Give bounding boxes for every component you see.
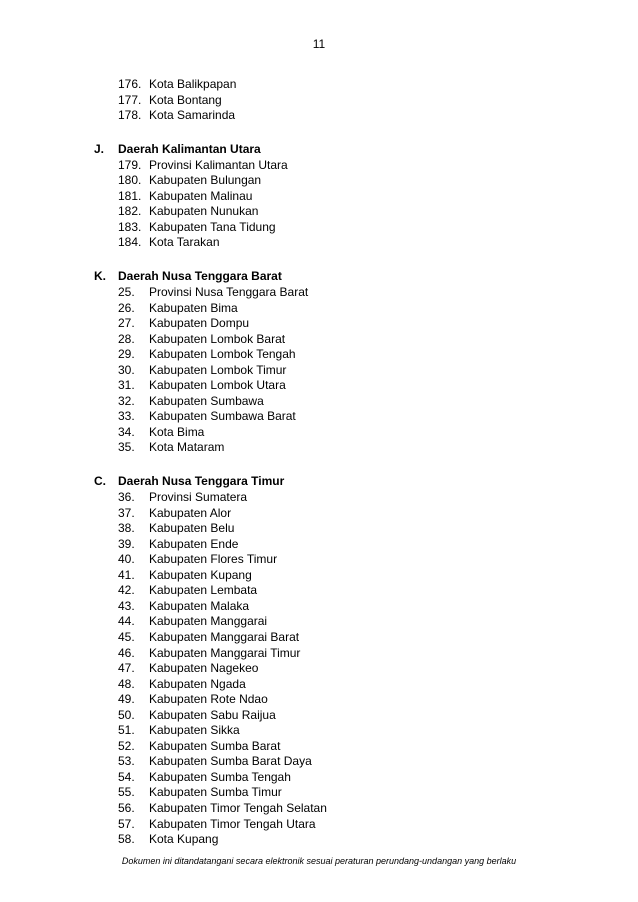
item-name: Kabupaten Lombok Utara <box>149 378 286 393</box>
list-item <box>118 506 231 522</box>
item-number: 34. <box>118 424 135 439</box>
item-number: 30. <box>118 362 135 377</box>
item-name: Kabupaten Rote Ndao <box>149 692 268 707</box>
list-item <box>118 739 280 755</box>
item-name: Kabupaten Sumba Barat Daya <box>149 754 312 769</box>
list-item <box>118 235 220 251</box>
item-name: Kabupaten Nunukan <box>149 204 259 219</box>
list-item <box>118 440 224 456</box>
item-number: 32. <box>118 393 135 408</box>
item-number: 35. <box>118 440 135 455</box>
item-name: Kabupaten Malinau <box>149 188 253 203</box>
list-item <box>118 108 235 124</box>
item-number: 178. <box>118 108 142 123</box>
item-name: Kabupaten Manggarai Timur <box>149 645 301 660</box>
item-number: 28. <box>118 331 135 346</box>
list-item <box>118 409 296 425</box>
list-item <box>118 583 257 599</box>
list-item <box>118 521 234 537</box>
section-heading <box>94 268 282 284</box>
item-number: 27. <box>118 316 135 331</box>
item-name: Kabupaten Manggarai <box>149 614 268 629</box>
list-item <box>118 754 312 770</box>
item-number: 39. <box>118 536 135 551</box>
list-item <box>118 537 238 553</box>
item-name: Kabupaten Nagekeo <box>149 661 259 676</box>
item-name: Kabupaten Tana Tidung <box>149 219 276 234</box>
list-item <box>118 425 204 441</box>
item-number: 181. <box>118 188 142 203</box>
item-number: 53. <box>118 754 135 769</box>
item-name: Kabupaten Ende <box>149 536 239 551</box>
item-number: 50. <box>118 707 135 722</box>
item-name: Kabupaten Sumba Timur <box>149 785 282 800</box>
item-name: Kabupaten Belu <box>149 521 235 536</box>
item-name: Kabupaten Kupang <box>149 567 252 582</box>
item-name: Kabupaten Lombok Timur <box>149 362 287 377</box>
item-number: 44. <box>118 614 135 629</box>
item-number: 182. <box>118 204 142 219</box>
item-name: Provinsi Nusa Tenggara Barat <box>149 284 309 299</box>
list-item <box>118 316 249 332</box>
item-number: 29. <box>118 347 135 362</box>
item-name: Kota Bontang <box>149 92 222 107</box>
item-number: 26. <box>118 300 135 315</box>
item-number: 37. <box>118 505 135 520</box>
item-name: Kabupaten Lombok Tengah <box>149 347 296 362</box>
item-number: 40. <box>118 552 135 567</box>
list-item <box>118 614 267 630</box>
item-number: 49. <box>118 692 135 707</box>
item-number: 38. <box>118 521 135 536</box>
list-item <box>118 220 276 236</box>
item-name: Kabupaten Ngada <box>149 676 246 691</box>
list-item <box>118 646 300 662</box>
item-number: 36. <box>118 490 135 504</box>
section-title: Daerah Kalimantan Utara <box>118 141 261 156</box>
item-number: 48. <box>118 676 135 691</box>
item-name: Kota Mataram <box>149 440 225 455</box>
item-name: Kabupaten Sumba Barat <box>149 738 281 753</box>
item-name: Kota Kupang <box>149 832 219 847</box>
item-name: Kabupaten Timor Tengah Utara <box>149 816 316 831</box>
list-item <box>118 661 258 677</box>
item-name: Kabupaten Manggarai Barat <box>149 629 300 644</box>
list-item <box>118 801 327 817</box>
item-number: 58. <box>118 832 135 847</box>
item-name: Kabupaten Flores Timur <box>149 552 278 567</box>
section-heading <box>94 141 261 157</box>
list-item <box>118 692 268 708</box>
item-number: 176. <box>118 77 142 91</box>
item-number: 179. <box>118 157 142 172</box>
item-number: 183. <box>118 219 142 234</box>
section-heading <box>94 473 284 489</box>
section-title: Daerah Nusa Tenggara Barat <box>118 268 282 283</box>
list-item <box>118 77 236 93</box>
list-item <box>118 285 308 301</box>
list-item <box>118 301 238 317</box>
list-item <box>118 770 291 786</box>
list-item <box>118 599 249 615</box>
list-item <box>118 708 276 724</box>
item-number: 42. <box>118 583 135 598</box>
list-item <box>118 158 288 174</box>
item-name: Provinsi Sumatera <box>149 490 248 504</box>
item-name: Kabupaten Sumbawa Barat <box>149 409 296 424</box>
footer-note: Dokumen ini ditandatangani secara elektronik sesuai peraturan perundang-undangan yang berlaku <box>121 856 517 866</box>
item-number: 31. <box>118 378 135 393</box>
list-item <box>118 785 282 801</box>
item-number: 33. <box>118 409 135 424</box>
item-name: Provinsi Kalimantan Utara <box>149 157 288 172</box>
list-item <box>118 630 299 646</box>
list-item <box>118 723 240 739</box>
item-number: 47. <box>118 661 135 676</box>
item-number: 55. <box>118 785 135 800</box>
section-letter: K. <box>94 268 106 283</box>
section-letter: J. <box>94 141 105 156</box>
item-name: Kota Tarakan <box>149 235 220 250</box>
item-number: 46. <box>118 645 135 660</box>
item-name: Kabupaten Sabu Raijua <box>149 707 276 722</box>
list-item <box>118 378 286 394</box>
item-number: 180. <box>118 173 142 188</box>
item-name: Kabupaten Sumbawa <box>149 393 264 408</box>
item-number: 25. <box>118 284 135 299</box>
list-item <box>118 332 285 348</box>
item-name: Kabupaten Malaka <box>149 598 250 613</box>
list-item <box>118 832 218 848</box>
item-number: 184. <box>118 235 142 250</box>
list-item <box>118 552 277 568</box>
list-item <box>118 204 258 220</box>
item-number: 45. <box>118 629 135 644</box>
list-item <box>118 817 316 833</box>
item-number: 56. <box>118 801 135 815</box>
list-item <box>118 173 261 189</box>
item-name: Kabupaten Sumba Tengah <box>149 769 291 784</box>
item-name: Kabupaten Bulungan <box>149 173 262 188</box>
item-number: 43. <box>118 598 135 613</box>
item-name: Kabupaten Dompu <box>149 316 250 331</box>
list-item <box>118 677 246 693</box>
list-item <box>118 189 252 205</box>
list-item <box>118 568 252 584</box>
section-letter: C. <box>94 474 106 488</box>
item-name: Kabupaten Alor <box>149 505 232 520</box>
page-number: 11 <box>312 37 326 51</box>
item-name: Kota Samarinda <box>149 108 236 123</box>
item-number: 57. <box>118 816 135 831</box>
item-name: Kabupaten Lembata <box>149 583 258 598</box>
list-item <box>118 490 247 506</box>
section-title: Daerah Nusa Tenggara Timur <box>118 474 285 488</box>
item-name: Kabupaten Sikka <box>149 723 240 738</box>
item-number: 54. <box>118 769 135 784</box>
list-item <box>118 394 264 410</box>
list-item <box>118 93 222 109</box>
item-name: Kota Bima <box>149 424 205 439</box>
item-number: 52. <box>118 738 135 753</box>
item-name: Kota Balikpapan <box>149 77 237 91</box>
list-item <box>118 363 286 379</box>
item-name: Kabupaten Bima <box>149 300 238 315</box>
item-number: 51. <box>118 723 135 738</box>
item-number: 41. <box>118 567 135 582</box>
item-name: Kabupaten Lombok Barat <box>149 331 286 346</box>
list-item <box>118 347 296 363</box>
item-number: 177. <box>118 92 142 107</box>
item-name: Kabupaten Timor Tengah Selatan <box>149 801 327 815</box>
